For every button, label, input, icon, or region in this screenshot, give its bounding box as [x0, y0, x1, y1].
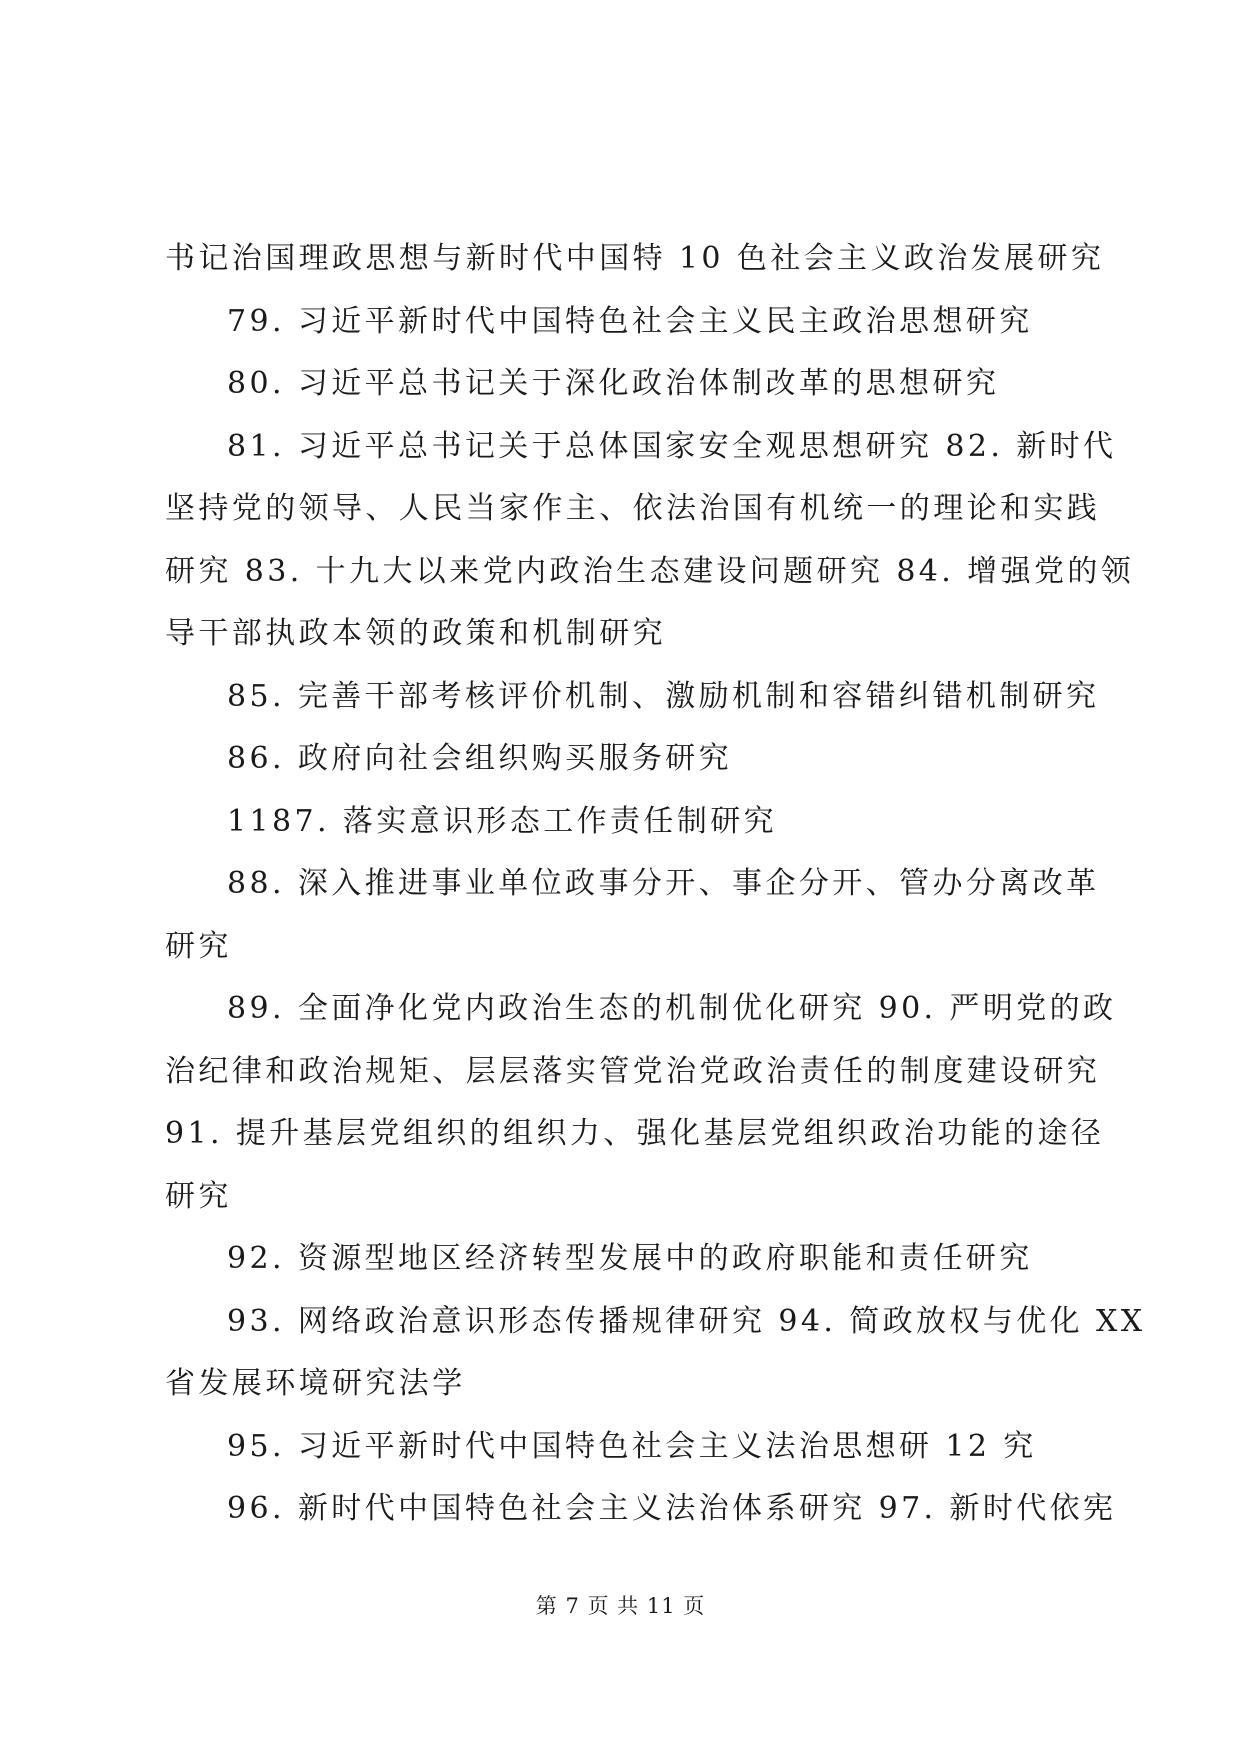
text-line-2: 79. 习近平新时代中国特色社会主义民主政治思想研究: [227, 303, 1033, 339]
text-line-20: 95. 习近平新时代中国特色社会主义法治思想研 12 究: [227, 1428, 1037, 1464]
text-line-19: 省发展环境研究法学: [165, 1366, 466, 1401]
text-line-12: 研究: [165, 928, 232, 964]
text-line-21: 96. 新时代中国特色社会主义法治体系研究 97. 新时代依宪: [227, 1491, 1117, 1526]
text-line-11: 88. 深入推进事业单位政事分开、事企分开、管办分离改革: [227, 866, 1100, 901]
text-line-1: 书记治国理政思想与新时代中国特 10 色社会主义政治发展研究: [165, 241, 1105, 276]
text-line-3: 80. 习近平总书记关于深化政治体制改革的思想研究: [227, 366, 1000, 401]
text-line-14: 治纪律和政治规矩、层层落实管党治党政治责任的制度建设研究: [165, 1053, 1101, 1089]
text-line-16: 研究: [165, 1178, 232, 1214]
text-line-18: 93. 网络政治意识形态传播规律研究 94. 简政放权与优化 XX: [227, 1303, 1146, 1339]
text-line-15: 91. 提升基层党组织的组织力、强化基层党组织政治功能的途径: [165, 1116, 1105, 1151]
text-line-10: 1187. 落实意识形态工作责任制研究: [227, 803, 778, 839]
text-line-6: 研究 83. 十九大以来党内政治生态建设问题研究 84. 增强党的领: [165, 553, 1135, 589]
page-footer: 第 7 页 共 11 页: [535, 1594, 706, 1618]
text-line-4: 81. 习近平总书记关于总体国家安全观思想研究 82. 新时代: [227, 428, 1117, 464]
document-body: [165, 228, 1146, 1541]
text-line-5: 坚持党的领导、人民当家作主、依法治国有机统一的理论和实践: [165, 491, 1101, 526]
text-line-17: 92. 资源型地区经济转型发展中的政府职能和责任研究: [227, 1241, 1033, 1276]
text-line-8: 85. 完善干部考核评价机制、激励机制和容错纠错机制研究: [227, 678, 1100, 714]
text-line-13: 89. 全面净化党内政治生态的机制优化研究 90. 严明党的政: [227, 991, 1117, 1026]
text-line-7: 导干部执政本领的政策和机制研究: [165, 616, 666, 651]
text-line-9: 86. 政府向社会组织购买服务研究: [227, 741, 733, 776]
